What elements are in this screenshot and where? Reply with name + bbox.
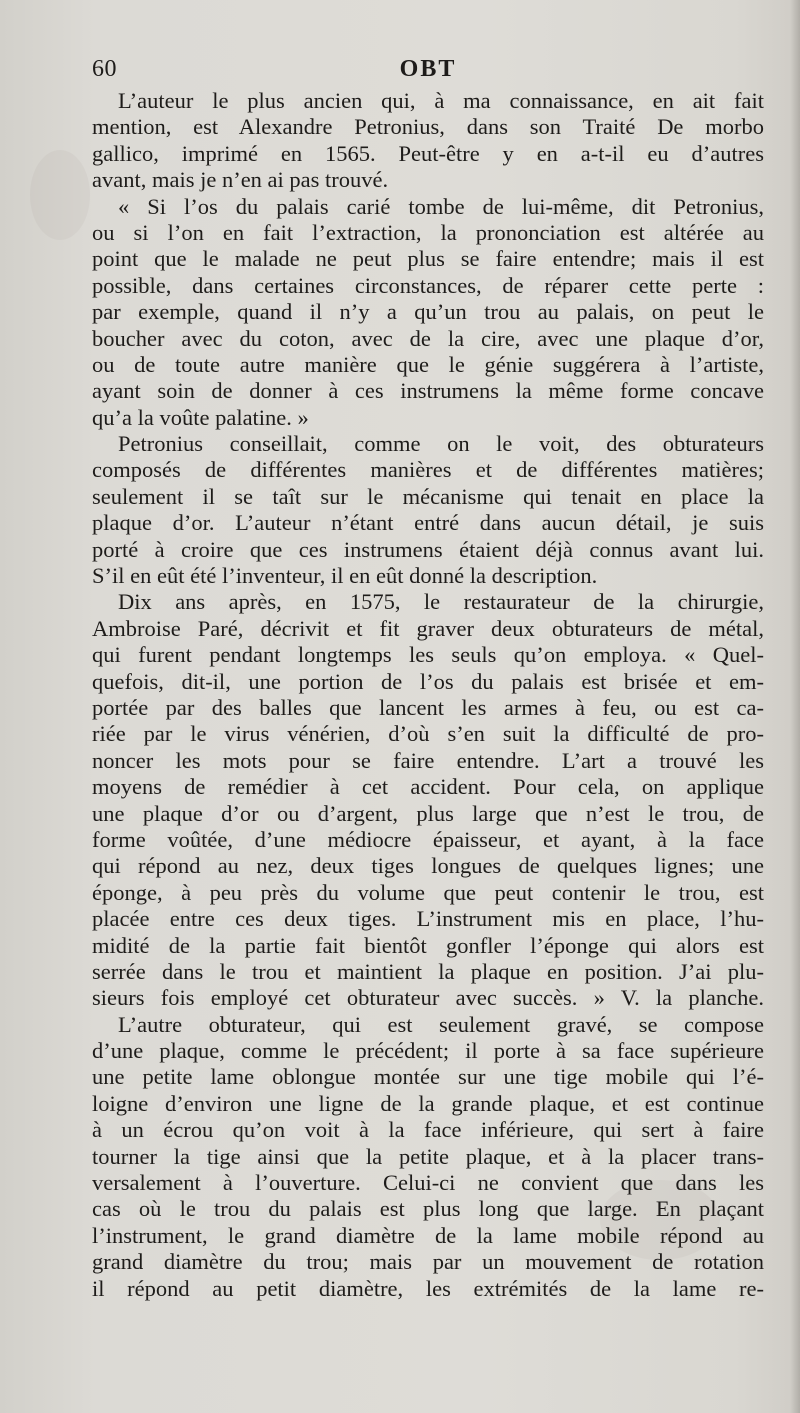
text-line: grand diamètre du trou; mais par un mouvement de rotation xyxy=(92,1249,764,1275)
body-text xyxy=(92,88,764,1302)
text-line: qui répond au nez, deux tiges longues de quelques lignes; une xyxy=(92,853,764,879)
text-line: portée par des balles que lancent les armes à feu, ou est ca- xyxy=(92,694,764,720)
text-line: gallico, imprimé en 1565. Peut-être y en a-t-il eu d’autres xyxy=(92,140,764,166)
page-header xyxy=(92,56,764,90)
text-line: d’une plaque, comme le précédent; il porte à sa face supérieure xyxy=(92,1038,764,1064)
page-edge-shadow xyxy=(790,0,800,1413)
text-line: par exemple, quand il n’y a qu’un trou au palais, on peut le xyxy=(92,299,764,325)
text-line: une petite lame oblongue montée sur une tige mobile qui l’é- xyxy=(92,1064,764,1090)
text-line: loigne d’environ une ligne de la grande plaque, et est continue xyxy=(92,1090,764,1116)
text-line: une plaque d’or ou d’argent, plus large que n’est le trou, de xyxy=(92,800,764,826)
text-line: Dix ans après, en 1575, le restaurateur de la chirurgie, xyxy=(118,589,764,615)
text-line: quefois, dit-il, une portion de l’os du palais est brisée et em- xyxy=(92,668,764,694)
text-line: mention, est Alexandre Petronius, dans son Traité De morbo xyxy=(92,114,764,140)
text-line: qui furent pendant longtemps les seuls qu’on employa. « Quel- xyxy=(92,642,764,668)
text-line: avant, mais je n’en ai pas trouvé. xyxy=(92,167,389,193)
text-line: l’instrument, le grand diamètre de la lame mobile répond au xyxy=(92,1222,764,1248)
text-line: midité de la partie fait bientôt gonfler l’éponge qui alors est xyxy=(92,932,764,958)
text-line: seulement il se taît sur le mécanisme qui tenait en place la xyxy=(92,483,764,509)
page-stain xyxy=(30,150,90,240)
page-number: 60 xyxy=(92,56,117,82)
text-line: riée par le virus vénérien, d’où s’en suit la difficulté de pro- xyxy=(92,721,764,747)
text-line: forme voûtée, d’une médiocre épaisseur, et ayant, à la face xyxy=(92,826,764,852)
text-line: ayant soin de donner à ces instrumens la même forme concave xyxy=(92,378,764,404)
text-line: serrée dans le trou et maintient la plaque en position. J’ai plu- xyxy=(92,958,764,984)
text-line: point que le malade ne peut plus se faire entendre; mais il est xyxy=(92,246,764,272)
text-line: à un écrou qu’on voit à la face inférieure, qui sert à faire xyxy=(92,1117,764,1143)
text-line: ou de toute autre manière que le génie suggérera à l’artiste, xyxy=(92,351,764,377)
text-line: moyens de remédier à cet accident. Pour cela, on applique xyxy=(92,774,764,800)
text-line: ou si l’on en fait l’extraction, la prononciation est altérée au xyxy=(92,219,764,245)
text-line: « Si l’os du palais carié tombe de lui-même, dit Petronius, xyxy=(118,193,764,219)
text-line: noncer les mots pour se faire entendre. L’art a trouvé les xyxy=(92,747,764,773)
text-line: qu’a la voûte palatine. » xyxy=(92,404,309,430)
text-line: L’auteur le plus ancien qui, à ma connaissance, en ait fait xyxy=(118,88,764,113)
text-line: composés de différentes manières et de différentes matières; xyxy=(92,457,764,483)
text-line: placée entre ces deux tiges. L’instrument mis en place, l’hu- xyxy=(92,906,764,932)
text-line: S’il en eût été l’inventeur, il en eût donné la description. xyxy=(92,563,598,589)
text-line: il répond au petit diamètre, les extrémités de la lame re- xyxy=(92,1275,764,1301)
text-line: porté à croire que ces instrumens étaient déjà connus avant lui. xyxy=(92,536,764,562)
text-line: versalement à l’ouverture. Celui-ci ne convient que dans les xyxy=(92,1170,764,1196)
text-line: Ambroise Paré, décrivit et fit graver deux obturateurs de métal, xyxy=(92,615,764,641)
text-line: tourner la tige ainsi que la petite plaque, et à la placer trans- xyxy=(92,1143,764,1169)
text-line: éponge, à peu près du volume que peut contenir le trou, est xyxy=(92,879,764,905)
text-line: sieurs fois employé cet obturateur avec succès. » V. la planche. xyxy=(92,985,764,1011)
text-line: boucher avec du coton, avec de la cire, avec une plaque d’or, xyxy=(92,325,764,351)
text-line: L’autre obturateur, qui est seulement gravé, se compose xyxy=(118,1011,764,1037)
running-head: OBT xyxy=(399,56,457,82)
text-line: possible, dans certaines circonstances, de réparer cette perte : xyxy=(92,272,764,298)
text-line: cas où le trou du palais est plus long que large. En plaçant xyxy=(92,1196,764,1222)
text-line: Petronius conseillait, comme on le voit, des obturateurs xyxy=(118,431,764,457)
text-line: plaque d’or. L’auteur n’étant entré dans aucun détail, je suis xyxy=(92,510,764,536)
